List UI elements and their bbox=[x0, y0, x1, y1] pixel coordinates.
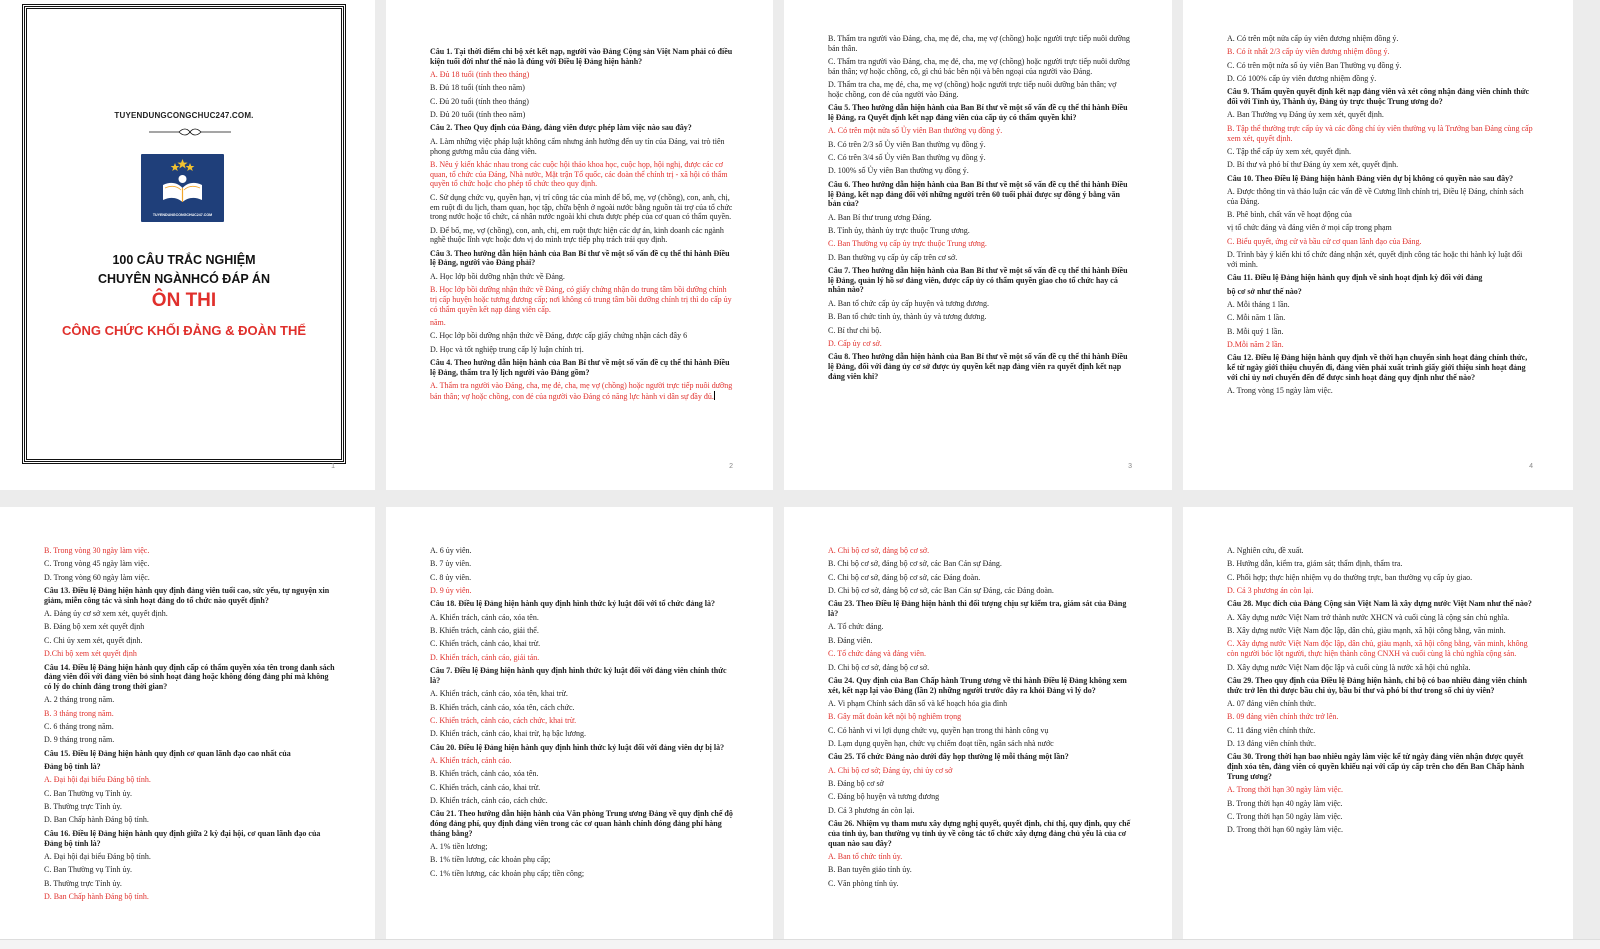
correct-answer: C. Ban Thường vụ cấp ủy trực thuộc Trung ương. bbox=[828, 239, 987, 249]
answer-option: B. Đủ 18 tuổi (tính theo năm) bbox=[430, 83, 525, 93]
answer-option: C. Thẩm tra người vào Đảng, cha, mẹ đẻ, cha, mẹ vợ (chồng) hoặc người trực tiếp nuôi dưỡng bản thân; vợ hoặc chồng, cô, gì chú bác bên nội và bên ngoại của người vào Đảng. bbox=[828, 57, 1130, 76]
answer-option: D. Ban Chấp hành Đảng bộ tỉnh. bbox=[44, 815, 149, 825]
question-text: Câu 13. Điều lệ Đảng hiện hành quy định đảng viên tuổi cao, sức yếu, tự nguyện xin giảm, miễn công tác và sinh hoạt đảng do tổ chức nào quyết định? bbox=[44, 586, 330, 605]
answer-option: B. Đảng bộ cơ sở bbox=[828, 779, 884, 788]
question-text: Câu 21. Theo hướng dẫn hiện hành của Văn phòng Trung ương Đảng về quy định chế độ đóng đảng phí, quy định đảng viên trong các cơ quan hành chính đóng đảng phí hàng tháng bằng? bbox=[430, 809, 733, 838]
correct-answer: A. Khiển trách, cảnh cáo. bbox=[430, 755, 512, 765]
question-text: Câu 3. Theo hướng dẫn hiện hành của Ban Bí thư về một số vấn đề cụ thể thi hành Điều lệ Đảng, người vào Đảng phải? bbox=[430, 248, 730, 268]
correct-answer: B. Trong vòng 30 ngày làm việc. bbox=[44, 546, 150, 555]
answer-option: A. 07 đảng viên chính thức. bbox=[1227, 698, 1316, 708]
question-text: Câu 20. Điều lệ Đảng hiện hành quy định hình thức kỷ luật đối với đảng viên dự bị là? bbox=[430, 742, 725, 752]
correct-answer: D. Cả 3 phương án còn lại. bbox=[1227, 586, 1314, 596]
page-text bbox=[1227, 34, 1533, 399]
answer-option: C. Có trên một nửa số ủy viên Ban Thường vụ đồng ý. bbox=[1227, 60, 1402, 70]
answer-option: A. Vi phạm Chính sách dân số và kế hoạch hóa gia đình bbox=[828, 698, 1008, 708]
answer-option: C. Đủ 20 tuổi (tính theo tháng) bbox=[430, 96, 529, 106]
answer-option: A. Tổ chức đảng. bbox=[828, 622, 884, 632]
page-number: 4 bbox=[1529, 463, 1533, 470]
answer-option: A. Nghiên cứu, đề xuất. bbox=[1227, 546, 1304, 555]
site-logo bbox=[141, 154, 224, 222]
question-text: Câu 6. Theo hướng dẫn hiện hành của Ban Bí thư về một số vấn đề cụ thể thi hành Điều lệ Đảng, kết nạp đảng đối với những người trên 60 tuổi phải được sự đồng ý bằng văn bản của? bbox=[828, 179, 1128, 209]
answer-option: D. Để bố, mẹ, vợ (chồng), con, anh, chị, em ruột thực hiện các dự án, kinh doanh các ngành nghề thuộc lĩnh vực hoặc đơn vị do mình trực tiếp phụ trách trái quy định. bbox=[430, 225, 724, 245]
answer-option: D. Học và tốt nghiệp trung cấp lý luận chính trị. bbox=[430, 344, 584, 354]
page-2[interactable] bbox=[386, 0, 773, 490]
answer-option: B. Thẩm tra người vào Đảng, cha, mẹ đẻ, cha, mẹ vợ (chồng) hoặc người trực tiếp nuôi dưỡng bản thân. bbox=[828, 34, 1130, 53]
answer-option: C. Khiển trách, cảnh cáo, khai trừ. bbox=[430, 782, 541, 792]
answer-option: C. Khiển trách, cảnh cáo, khai trừ. bbox=[430, 639, 541, 649]
answer-option: C. Trong vòng 45 ngày làm việc. bbox=[44, 559, 150, 569]
answer-option: B. Thường trực Tỉnh ủy. bbox=[44, 878, 122, 888]
answer-option: D. Chi bộ cơ sở, đảng bộ cơ sở, các Ban Cán sự Đảng, các Đảng đoàn. bbox=[828, 586, 1054, 596]
correct-answer: B. Học lớp bồi dưỡng nhận thức về Đảng, có giấy chứng nhận do trung tâm bồi dưỡng chính trị cấp huyện hoặc tương đương cấp; nơi không có trung tâm bồi dưỡng chính trị thì do cấp ủy có thẩm quyền kết nạp đảng viên cấp. bbox=[430, 285, 732, 314]
answer-option: C. 6 tháng trong năm. bbox=[44, 722, 114, 732]
answer-option: B. Trong thời hạn 40 ngày làm việc. bbox=[1227, 798, 1343, 808]
answer-option: B. Đảng bộ xem xét quyết định bbox=[44, 622, 145, 632]
correct-answer: B. Nêu ý kiến khác nhau trong các cuộc hội thảo khoa học, cuộc họp, hội nghị, được các cơ quan, tổ chức của Đảng, Nhà nước, Mặt trận Tổ quốc, các đoàn thể chính trị - xã hội có thẩm quyền tổ chức hoặc cho phép tổ chức theo quy định. bbox=[430, 159, 728, 189]
question-text: Câu 14. Điều lệ Đảng hiện hành quy định cấp có thẩm quyền xóa tên trong danh sách đảng viên đối với đảng viên bỏ sinh hoạt đảng hoặc không đóng đảng phí mà không có lý do chính đáng trong thời gian? bbox=[44, 662, 335, 691]
answer-option: C. Ban Thường vụ Tỉnh ủy. bbox=[44, 788, 132, 798]
answer-option: A. 6 ủy viên. bbox=[430, 546, 472, 555]
correct-answer: D. 9 ủy viên. bbox=[430, 586, 472, 596]
correct-answer: A. Trong thời hạn 30 ngày làm việc. bbox=[1227, 785, 1343, 795]
question-text: Câu 11. Điều lệ Đảng hiện hành quy định về sinh hoạt định kỳ đối với đảng bbox=[1227, 273, 1483, 283]
correct-answer: A. Đủ 18 tuổi (tính theo tháng) bbox=[430, 70, 530, 80]
page-4[interactable] bbox=[1183, 0, 1573, 490]
answer-option: C. Đảng bộ huyện và tương đương bbox=[828, 792, 940, 802]
question-text: Câu 5. Theo hướng dẫn hiện hành của Ban Bí thư về một số vấn đề cụ thể thi hành Điều lệ Đảng, ra Quyết định kết nạp đảng viên của cấp ủy có thẩm quyền khi? bbox=[828, 103, 1128, 123]
correct-answer: A. Chi bộ cơ sở, đảng bộ cơ sở. bbox=[828, 546, 930, 555]
question-text: Câu 2. Theo Quy định của Đảng, đảng viên được phép làm việc nào sau đây? bbox=[430, 123, 692, 133]
question-text: Câu 24. Quy định của Ban Chấp hành Trung ương về thi hành Điều lệ Đảng không xem xét, kết nạp lại vào Đảng (lần 2) những người trước đây ra khỏi Đảng vì lý do? bbox=[828, 675, 1127, 695]
answer-option: A. Ban tổ chức cấp ủy cấp huyện và tương đương. bbox=[828, 298, 989, 308]
answer-option: B. Khiển trách, cảnh cáo, xóa tên, cách chức. bbox=[430, 702, 575, 712]
answer-option: D. Ban thường vụ cấp ủy cấp trên cơ sở. bbox=[828, 252, 958, 262]
answer-option: C. Tập thể cấp ủy xem xét, quyết định. bbox=[1227, 146, 1352, 156]
correct-answer: D. Ban Chấp hành Đảng bộ tỉnh. bbox=[44, 891, 149, 901]
page-number: 3 bbox=[1128, 463, 1132, 470]
answer-option: A. Mỗi tháng 1 lần. bbox=[1227, 299, 1290, 309]
answer-option: A. Học lớp bồi dưỡng nhận thức về Đảng. bbox=[430, 271, 565, 281]
answer-option: D. Trong thời hạn 60 ngày làm việc. bbox=[1227, 825, 1343, 835]
correct-answer: B. Gây mất đoàn kết nội bộ nghiêm trọng bbox=[828, 712, 962, 722]
cover-site-name: TUYENDUNGCONGCHUC247.COM. bbox=[114, 111, 254, 120]
question-text: Câu 8. Theo hướng dẫn hiện hành của Ban Bí thư về một số vấn đề cụ thể thi hành Điều lệ Đảng, đối với đảng ủy cơ sở được ủy quyền kết nạp đảng viên ra quyết định kết nạp đảng viên khi? bbox=[828, 352, 1128, 381]
correct-answer: năm. bbox=[430, 317, 446, 327]
question-text: Câu 7. Điều lệ Đảng hiện hành quy định hình thức kỷ luật đối với đảng viên chính thức là? bbox=[430, 666, 727, 685]
correct-answer: A. Chi bộ cơ sở; Đảng ủy, chi ủy cơ sở bbox=[828, 765, 953, 775]
answer-option: B. Mỗi quý 1 lần. bbox=[1227, 326, 1284, 336]
answer-option: D. Cả 3 phương án còn lại. bbox=[828, 805, 915, 815]
answer-option: D. Lạm dụng quyền hạn, chức vụ chiếm đoạt tiền, ngân sách nhà nước bbox=[828, 738, 1054, 748]
cover-subtitle: ÔN THI bbox=[151, 290, 217, 311]
answer-option: B. 7 ủy viên. bbox=[430, 559, 472, 569]
answer-option: B. Khiển trách, cảnh cáo, giải thể. bbox=[430, 626, 539, 636]
answer-option: C. Mỗi năm 1 lần. bbox=[1227, 313, 1286, 323]
answer-option: C. Văn phòng tỉnh ủy. bbox=[828, 878, 899, 888]
answer-option: D. Thẩm tra cha, mẹ đẻ, cha, mẹ vợ (chồng) hoặc người trực tiếp nuôi dưỡng bản thân; vợ hoặc chồng, con đẻ của người vào Đảng. bbox=[828, 80, 1117, 99]
answer-option: B. Khiển trách, cảnh cáo, xóa tên. bbox=[430, 769, 539, 779]
answer-option: D. Chi bộ cơ sở, đảng bộ cơ sở. bbox=[828, 662, 930, 672]
correct-answer: C. Khiển trách, cảnh cáo, cách chức, khai trừ. bbox=[430, 715, 577, 725]
correct-answer: D.Mỗi năm 2 lần. bbox=[1227, 339, 1284, 349]
logo-caption: TUYENDUNGCONGCHUC247.COM bbox=[152, 213, 213, 217]
answer-option: D. Bí thư và phó bí thư Đảng ủy xem xét, quyết định. bbox=[1227, 160, 1399, 170]
answer-option: A. Được thông tin và thảo luận các vấn đề về Cương lĩnh chính trị, Điều lệ Đảng, chính sách của Đảng. bbox=[1227, 186, 1524, 206]
question-text: Câu 1. Tại thời điểm chi bộ xét kết nạp, người vào Đảng Cộng sản Việt Nam phải có điều kiện tuổi đời như thế nào là đúng với Điều lệ Đảng hiện hành? bbox=[430, 47, 733, 66]
question-text: Câu 18. Điều lệ Đảng hiện hành quy định hình thức kỷ luật đối với tổ chức đảng là? bbox=[430, 599, 715, 609]
answer-option: C. Chi ủy xem xét, quyết định. bbox=[44, 635, 143, 645]
answer-option: A. Khiển trách, cảnh cáo, xóa tên, khai trừ. bbox=[430, 689, 568, 699]
page-5[interactable] bbox=[0, 507, 375, 939]
answer-option: B. Đảng viên. bbox=[828, 635, 873, 645]
question-text: Câu 9. Thẩm quyền quyết định kết nạp đảng viên và xét công nhận đảng viên chính thức đối với Tỉnh ủy, Thành ủy, Đảng ủy trực thuộc Trung ương do? bbox=[1227, 87, 1530, 107]
answer-option: A. Xây dựng nước Việt Nam trở thành nước XHCN và cuối cùng là cộng sản chủ nghĩa. bbox=[1227, 612, 1510, 622]
text-cursor bbox=[714, 391, 715, 400]
page-6[interactable] bbox=[386, 507, 773, 939]
page-text bbox=[430, 47, 733, 405]
page-7[interactable] bbox=[784, 507, 1172, 939]
cover-title-line: CHUYÊN NGÀNHCÓ ĐÁP ÁN bbox=[97, 271, 270, 286]
answer-option: B. Tỉnh ủy, thành ủy trực thuộc Trung ương. bbox=[828, 225, 970, 235]
answer-option: C. 11 đảng viên chính thức. bbox=[1227, 725, 1316, 735]
correct-answer: B. 09 đảng viên chính thức trở lên. bbox=[1227, 712, 1339, 722]
answer-option: A. 2 tháng trong năm. bbox=[44, 695, 115, 705]
correct-answer: C. Xây dựng nước Việt Nam độc lập, dân chủ, giàu mạnh, xã hội công bằng, văn minh, không còn người bóc lột người, thực hiện thành công CNXH và cuối cùng là chủ nghĩa cộng sản. bbox=[1227, 639, 1528, 659]
question-text: Câu 29. Theo quy định của Điều lệ Đảng hiện hành, chi bộ có bao nhiêu đảng viên chính thức trở lên thì được bầu chi ủy, bầu bí thư và phó bí thư trong số chi ủy viên? bbox=[1227, 675, 1527, 695]
question-text: Câu 23. Theo Điều lệ Đảng hiện hành thì đối tượng chịu sự kiểm tra, giám sát của Đảng là? bbox=[828, 599, 1127, 619]
answer-option: D. 100% số Ủy viên Ban thường vụ đồng ý. bbox=[828, 166, 969, 176]
answer-option: C. Bí thư chi bộ. bbox=[828, 325, 882, 335]
answer-option: D. Khiển trách, cảnh cáo, khai trừ, hạ bậc lương. bbox=[430, 729, 586, 739]
correct-answer: A. Thẩm tra người vào Đảng, cha, mẹ đẻ, cha, mẹ vợ (chồng) hoặc người trực tiếp nuôi dưỡng bản thân; vợ hoặc chồng, con đẻ của người vào Đảng có năng lực hành vi dân sự đầy đủ. bbox=[430, 381, 733, 401]
answer-option: A. 1% tiền lương; bbox=[430, 842, 488, 852]
answer-option: B. Chi bộ cơ sở, đảng bộ cơ sở, các Ban Cán sự Đảng. bbox=[828, 559, 1002, 569]
answer-option: D. 9 tháng trong năm. bbox=[44, 735, 115, 745]
answer-option: A. Khiển trách, cảnh cáo, xóa tên. bbox=[430, 612, 539, 622]
answer-option: C. Phối hợp; thực hiện nhiệm vụ do thường trực, ban thường vụ cấp ủy giao. bbox=[1227, 572, 1473, 582]
answer-option: C. Ban Thường vụ Tỉnh ủy. bbox=[44, 865, 132, 875]
answer-option: B. Có trên 2/3 số Ủy viên Ban thường vụ đồng ý. bbox=[828, 139, 986, 149]
answer-option: vị tổ chức đảng và đảng viên ở mọi cấp trong phạm bbox=[1227, 223, 1392, 233]
answer-option: D. Xây dựng nước Việt Nam độc lập và cuối cùng là nước xã hội chủ nghĩa. bbox=[1227, 662, 1471, 672]
answer-option: C. Trong thời hạn 50 ngày làm việc. bbox=[1227, 811, 1343, 821]
cover-title bbox=[25, 251, 343, 289]
answer-option: A. Trong vòng 15 ngày làm việc. bbox=[1227, 386, 1333, 396]
question-text: bộ cơ sở như thế nào? bbox=[1227, 286, 1302, 296]
correct-answer: A. Ban tổ chức tỉnh ủy. bbox=[828, 851, 903, 861]
answer-option: D. Khiển trách, cảnh cáo, cách chức. bbox=[430, 795, 548, 805]
correct-answer: D. Cấp ủy cơ sở. bbox=[828, 338, 882, 348]
correct-answer: C. Biểu quyết, ứng cử và bầu cử cơ quan lãnh đạo của Đảng. bbox=[1227, 236, 1422, 246]
answer-option: B. 1% tiền lương, các khoản phụ cấp; bbox=[430, 855, 551, 865]
answer-option: D. Đủ 20 tuổi (tính theo năm) bbox=[430, 110, 526, 120]
answer-option: D. Trình bày ý kiến khi tổ chức đảng nhận xét, quyết định công tác hoặc thi hành kỷ luật đối với mình. bbox=[1227, 250, 1523, 269]
answer-option: B. Thường trực Tỉnh ủy. bbox=[44, 802, 122, 812]
answer-option: C. Sử dụng chức vụ, quyền hạn, vị trí công tác của mình để bố, mẹ, vợ (chồng), con, anh, chị, em ruột đi du lịch, tham quan, học tập, chữa bệnh ở ngoài nước bằng nguồn tài trợ của tổ chức trong nước hoặc tổ chức, cá nhân nước ngoài khi chưa được phép của cơ quan có thẩm quyền. bbox=[430, 192, 733, 222]
question-text: Câu 25. Tổ chức Đảng nào dưới đây họp thường lệ mỗi tháng một lần? bbox=[828, 752, 1069, 762]
cover-subtitle-2: CÔNG CHỨC KHỐI ĐẢNG & ĐOÀN THỂ bbox=[61, 323, 307, 338]
answer-option: A. Đại hội đại biểu Đảng bộ tỉnh. bbox=[44, 851, 151, 861]
question-text: Câu 4. Theo hướng dẫn hiện hành của Ban Bí thư về một số vấn đề cụ thể thi hành Điều lệ Đảng, thẩm tra lý lịch người vào Đảng gồm? bbox=[430, 358, 730, 377]
answer-option: A. Ban Bí thư trung ương Đảng. bbox=[828, 212, 932, 222]
answer-option: C. 8 ủy viên. bbox=[430, 572, 472, 582]
question-text: Câu 15. Điều lệ Đảng hiện hành quy định cơ quan lãnh đạo cao nhất của bbox=[44, 748, 291, 758]
correct-answer: A. Có trên một nửa số Ủy viên Ban thường vụ đồng ý. bbox=[828, 126, 1003, 136]
answer-option: C. Chi bộ cơ sở, đảng bộ cơ sở, các Đảng đoàn. bbox=[828, 572, 981, 582]
question-text: Câu 7. Theo hướng dẫn hiện hành của Ban Bí thư về một số vấn đề cụ thể thi hành Điều lệ Đảng, quản lý hồ sơ đảng viên, được cấp ủy có thẩm quyền giao cho tổ chức hay cá nhân nào? bbox=[828, 265, 1128, 295]
answer-option: D. 13 đảng viên chính thức. bbox=[1227, 738, 1316, 748]
answer-option: B. Xây dựng nước Việt Nam độc lập, dân chủ, giàu mạnh, xã hội công bằng, văn minh. bbox=[1227, 626, 1506, 636]
answer-option: A. Có trên một nửa cấp ủy viên đương nhiệm đồng ý. bbox=[1227, 34, 1399, 43]
correct-answer: A. Đại hội đại biểu Đảng bộ tỉnh. bbox=[44, 775, 151, 785]
question-text: Câu 16. Điều lệ Đảng hiện hành quy định giữa 2 kỳ đại hội, cơ quan lãnh đạo của Đảng bộ tỉnh là? bbox=[44, 828, 321, 848]
answer-option: D. Có 100% cấp ủy viên đương nhiệm đồng ý. bbox=[1227, 74, 1377, 84]
page-number: 1 bbox=[331, 463, 335, 470]
answer-option: C. Học lớp bồi dưỡng nhận thức về Đảng, được cấp giấy chứng nhận cách đây 6 bbox=[430, 331, 688, 341]
page-text bbox=[44, 546, 335, 905]
page-number: 2 bbox=[729, 463, 733, 470]
correct-answer: C. Tổ chức đảng và đảng viên. bbox=[828, 649, 926, 659]
correct-answer: B. Tập thể thường trực cấp ủy và các đồng chí ủy viên thường vụ là Trưởng ban Đảng cùng cấp xem xét, quyết định. bbox=[1227, 123, 1533, 143]
answer-option: B. Ban tổ chức tỉnh ủy, thành ủy và tương đương. bbox=[828, 312, 987, 322]
question-text: Câu 12. Điều lệ Đảng hiện hành quy định về thời hạn chuyển sinh hoạt đảng chính thức, kể từ ngày giới thiệu chuyển đi, đảng viên phải xuất trình giấy giới thiệu sinh hoạt đảng với chi ủy nơi chuyển đến để được sinh hoạt đảng quy định như thế nào? bbox=[1227, 353, 1528, 382]
question-text: Câu 26. Nhiệm vụ tham mưu xây dựng nghị quyết, quyết định, chỉ thị, quy định, quy chế của tỉnh ủy, ban thường vụ tỉnh ủy về công tác tổ chức xây dựng đảng chủ yếu là của cơ quan nào sau đây? bbox=[828, 819, 1131, 848]
cover-title-line: 100 CÂU TRẮC NGHIỆM bbox=[112, 253, 256, 267]
book-stars-icon bbox=[141, 154, 224, 214]
answer-option: A. Đảng ủy cơ sở xem xét, quyết định. bbox=[44, 609, 168, 619]
cover-border bbox=[22, 4, 346, 464]
answer-option: A. Ban Thường vụ Đảng ủy xem xét, quyết định. bbox=[1227, 110, 1384, 120]
ornament-divider-icon bbox=[145, 127, 235, 137]
correct-answer: D.Chi bộ xem xét quyết định bbox=[44, 649, 137, 659]
page-text bbox=[828, 546, 1132, 892]
question-text: Câu 30. Trong thời hạn bao nhiêu ngày làm việc kể từ ngày đảng viên nhận được quyết định xóa tên, đảng viên có quyền khiếu nại với cấp ủy cấp trên cho đến Ban Chấp hành Trung ương? bbox=[1227, 752, 1525, 781]
answer-option: C. Có hành vi vi lợi dụng chức vụ, quyền hạn trong thi hành công vụ bbox=[828, 725, 1049, 735]
answer-option: C. 1% tiền lương, các khoản phụ cấp; tiền công; bbox=[430, 868, 585, 878]
page-text bbox=[828, 34, 1132, 385]
answer-option: B. Hướng dẫn, kiểm tra, giám sát; thẩm định, thẩm tra. bbox=[1227, 559, 1403, 569]
answer-option: D. Trong vòng 60 ngày làm việc. bbox=[44, 572, 150, 582]
horizontal-scrollbar[interactable] bbox=[0, 939, 1600, 949]
answer-option: A. Làm những việc pháp luật không cấm nhưng ảnh hưởng đến uy tín của Đảng, vai trò tiên phong gương mẫu của đảng viên. bbox=[430, 136, 725, 156]
answer-option: C. Có trên 3/4 số Ủy viên Ban thường vụ đồng ý. bbox=[828, 153, 986, 163]
page-text bbox=[430, 546, 733, 882]
page-1-cover bbox=[0, 0, 375, 490]
page-8[interactable] bbox=[1183, 507, 1573, 939]
correct-answer: B. 3 tháng trong năm. bbox=[44, 708, 114, 718]
answer-option: B. Phê bình, chất vấn về hoạt động của bbox=[1227, 210, 1352, 220]
page-3[interactable] bbox=[784, 0, 1172, 490]
correct-answer: D. Khiển trách, cảnh cáo, giải tán. bbox=[430, 652, 540, 662]
answer-option: B. Ban tuyên giáo tỉnh ủy. bbox=[828, 865, 912, 875]
correct-answer: B. Có ít nhất 2/3 cấp ủy viên đương nhiệm đồng ý. bbox=[1227, 47, 1390, 57]
question-text: Câu 28. Mục đích của Đảng Cộng sản Việt Nam là xây dựng nước Việt Nam như thế nào? bbox=[1227, 599, 1532, 609]
question-text: Câu 10. Theo Điều lệ Đảng hiện hành Đảng viên dự bị không có quyền nào sau đây? bbox=[1227, 173, 1514, 183]
page-text bbox=[1227, 546, 1533, 839]
question-text: Đảng bộ tỉnh là? bbox=[44, 762, 101, 772]
